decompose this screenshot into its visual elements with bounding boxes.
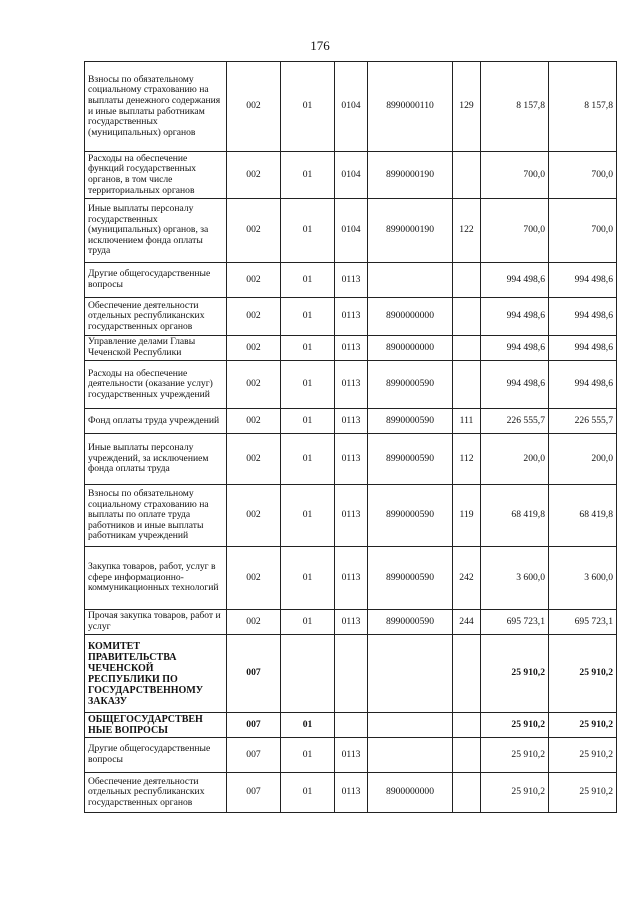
ministry-code-cell: 002 bbox=[227, 62, 281, 152]
amount-cell-1: 25 910,2 bbox=[481, 738, 549, 773]
table-row bbox=[85, 62, 617, 152]
amount-cell-2: 994 498,6 bbox=[549, 361, 617, 409]
target-article-cell: 8990000190 bbox=[368, 199, 453, 263]
ministry-code-cell: 002 bbox=[227, 199, 281, 263]
ministry-code-cell: 002 bbox=[227, 409, 281, 434]
amount-cell-2: 200,0 bbox=[549, 434, 617, 485]
target-article-cell bbox=[368, 263, 453, 298]
amount-cell-2: 3 600,0 bbox=[549, 547, 617, 610]
table-row bbox=[85, 361, 617, 409]
section-cell: 01 bbox=[281, 773, 335, 813]
target-article-cell: 8990000590 bbox=[368, 485, 453, 547]
expense-type-cell: 112 bbox=[453, 434, 481, 485]
subsection-cell: 0104 bbox=[335, 152, 368, 199]
expense-type-cell bbox=[453, 713, 481, 738]
target-article-cell: 8990000190 bbox=[368, 152, 453, 199]
subsection-cell: 0113 bbox=[335, 547, 368, 610]
expense-type-cell: 129 bbox=[453, 62, 481, 152]
target-article-cell: 8900000000 bbox=[368, 298, 453, 336]
subsection-cell: 0113 bbox=[335, 409, 368, 434]
target-article-cell bbox=[368, 635, 453, 713]
ministry-code-cell: 002 bbox=[227, 434, 281, 485]
amount-cell-1: 3 600,0 bbox=[481, 547, 549, 610]
subsection-cell: 0113 bbox=[335, 485, 368, 547]
section-cell: 01 bbox=[281, 336, 335, 361]
ministry-code-cell: 002 bbox=[227, 298, 281, 336]
expense-type-cell bbox=[453, 738, 481, 773]
subsection-cell: 0113 bbox=[335, 263, 368, 298]
row-name-cell: Обеспечение деятельности отдельных республиканских государственных органов bbox=[85, 773, 227, 813]
amount-cell-1: 25 910,2 bbox=[481, 773, 549, 813]
target-article-cell: 8990000110 bbox=[368, 62, 453, 152]
amount-cell-1: 994 498,6 bbox=[481, 298, 549, 336]
expense-type-cell bbox=[453, 773, 481, 813]
amount-cell-2: 994 498,6 bbox=[549, 263, 617, 298]
ministry-code-cell: 002 bbox=[227, 361, 281, 409]
target-article-cell: 8990000590 bbox=[368, 409, 453, 434]
row-name-cell: Расходы на обеспечение функций государственных органов, в том числе территориальных органов bbox=[85, 152, 227, 199]
table-row bbox=[85, 199, 617, 263]
row-name-cell: Закупка товаров, работ, услуг в сфере информационно-коммуникационных технологий bbox=[85, 547, 227, 610]
section-cell: 01 bbox=[281, 361, 335, 409]
amount-cell-1: 994 498,6 bbox=[481, 263, 549, 298]
table-row bbox=[85, 635, 617, 713]
ministry-code-cell: 007 bbox=[227, 738, 281, 773]
amount-cell-1: 200,0 bbox=[481, 434, 549, 485]
amount-cell-1: 994 498,6 bbox=[481, 361, 549, 409]
target-article-cell bbox=[368, 713, 453, 738]
row-name-cell: Взносы по обязательному социальному страхованию на выплаты по оплате труда работников и иные выплаты работникам учреждений bbox=[85, 485, 227, 547]
amount-cell-2: 8 157,8 bbox=[549, 62, 617, 152]
ministry-code-cell: 002 bbox=[227, 263, 281, 298]
table-row bbox=[85, 409, 617, 434]
row-name-cell: Другие общегосударственные вопросы bbox=[85, 263, 227, 298]
expense-type-cell bbox=[453, 336, 481, 361]
expense-type-cell bbox=[453, 635, 481, 713]
table-row bbox=[85, 263, 617, 298]
section-cell: 01 bbox=[281, 62, 335, 152]
subsection-cell bbox=[335, 713, 368, 738]
row-name-cell: Прочая закупка товаров, работ и услуг bbox=[85, 610, 227, 635]
row-name-cell: Обеспечение деятельности отдельных республиканских государственных органов bbox=[85, 298, 227, 336]
expense-type-cell bbox=[453, 361, 481, 409]
target-article-cell: 8900000000 bbox=[368, 773, 453, 813]
amount-cell-1: 25 910,2 bbox=[481, 713, 549, 738]
row-name-cell: Иные выплаты персоналу учреждений, за исключением фонда оплаты труда bbox=[85, 434, 227, 485]
row-name-cell: Иные выплаты персоналу государственных (муниципальных) органов, за исключением фонда оплаты труда bbox=[85, 199, 227, 263]
amount-cell-2: 695 723,1 bbox=[549, 610, 617, 635]
budget-table bbox=[84, 61, 617, 813]
amount-cell-1: 700,0 bbox=[481, 152, 549, 199]
amount-cell-1: 8 157,8 bbox=[481, 62, 549, 152]
subsection-cell: 0113 bbox=[335, 298, 368, 336]
amount-cell-1: 25 910,2 bbox=[481, 635, 549, 713]
amount-cell-2: 994 498,6 bbox=[549, 336, 617, 361]
section-cell: 01 bbox=[281, 485, 335, 547]
subsection-cell: 0113 bbox=[335, 434, 368, 485]
section-cell: 01 bbox=[281, 199, 335, 263]
subsection-cell bbox=[335, 635, 368, 713]
target-article-cell: 8990000590 bbox=[368, 434, 453, 485]
expense-type-cell bbox=[453, 152, 481, 199]
amount-cell-2: 226 555,7 bbox=[549, 409, 617, 434]
table-row bbox=[85, 547, 617, 610]
amount-cell-1: 994 498,6 bbox=[481, 336, 549, 361]
section-cell: 01 bbox=[281, 434, 335, 485]
amount-cell-2: 68 419,8 bbox=[549, 485, 617, 547]
subsection-cell: 0104 bbox=[335, 199, 368, 263]
table-row bbox=[85, 738, 617, 773]
row-name-cell: Расходы на обеспечение деятельности (оказание услуг) государственных учреждений bbox=[85, 361, 227, 409]
amount-cell-2: 700,0 bbox=[549, 199, 617, 263]
expense-type-cell: 122 bbox=[453, 199, 481, 263]
table-row bbox=[85, 713, 617, 738]
subsection-cell: 0113 bbox=[335, 773, 368, 813]
row-name-cell: ОБЩЕГОСУДАРСТВЕН НЫЕ ВОПРОСЫ bbox=[85, 713, 227, 738]
ministry-code-cell: 002 bbox=[227, 336, 281, 361]
target-article-cell bbox=[368, 738, 453, 773]
section-cell: 01 bbox=[281, 263, 335, 298]
section-cell bbox=[281, 635, 335, 713]
ministry-code-cell: 007 bbox=[227, 773, 281, 813]
table-row bbox=[85, 434, 617, 485]
amount-cell-1: 700,0 bbox=[481, 199, 549, 263]
table-row bbox=[85, 773, 617, 813]
subsection-cell: 0104 bbox=[335, 62, 368, 152]
expense-type-cell: 242 bbox=[453, 547, 481, 610]
amount-cell-1: 68 419,8 bbox=[481, 485, 549, 547]
table-row bbox=[85, 336, 617, 361]
subsection-cell: 0113 bbox=[335, 738, 368, 773]
table-row bbox=[85, 152, 617, 199]
section-cell: 01 bbox=[281, 298, 335, 336]
subsection-cell: 0113 bbox=[335, 610, 368, 635]
target-article-cell: 8990000590 bbox=[368, 361, 453, 409]
table-row bbox=[85, 610, 617, 635]
table-body bbox=[85, 62, 617, 813]
page-number: 176 bbox=[310, 38, 330, 53]
section-cell: 01 bbox=[281, 409, 335, 434]
ministry-code-cell: 007 bbox=[227, 635, 281, 713]
expense-type-cell: 119 bbox=[453, 485, 481, 547]
subsection-cell: 0113 bbox=[335, 336, 368, 361]
section-cell: 01 bbox=[281, 738, 335, 773]
ministry-code-cell: 007 bbox=[227, 713, 281, 738]
amount-cell-1: 226 555,7 bbox=[481, 409, 549, 434]
expense-type-cell: 244 bbox=[453, 610, 481, 635]
table-row bbox=[85, 485, 617, 547]
section-cell: 01 bbox=[281, 610, 335, 635]
expense-type-cell: 111 bbox=[453, 409, 481, 434]
expense-type-cell bbox=[453, 263, 481, 298]
row-name-cell: КОМИТЕТ ПРАВИТЕЛЬСТВА ЧЕЧЕНСКОЙ РЕСПУБЛИКИ ПО ГОСУДАРСТВЕННОМУ ЗАКАЗУ bbox=[85, 635, 227, 713]
subsection-cell: 0113 bbox=[335, 361, 368, 409]
amount-cell-2: 994 498,6 bbox=[549, 298, 617, 336]
amount-cell-2: 25 910,2 bbox=[549, 773, 617, 813]
row-name-cell: Другие общегосударственные вопросы bbox=[85, 738, 227, 773]
table-row bbox=[85, 298, 617, 336]
ministry-code-cell: 002 bbox=[227, 610, 281, 635]
row-name-cell: Фонд оплаты труда учреждений bbox=[85, 409, 227, 434]
amount-cell-2: 25 910,2 bbox=[549, 713, 617, 738]
expense-type-cell bbox=[453, 298, 481, 336]
section-cell: 01 bbox=[281, 152, 335, 199]
row-name-cell: Взносы по обязательному социальному страхованию на выплаты денежного содержания и иные выплаты работникам государственных (муниципальных) органов bbox=[85, 62, 227, 152]
row-name-cell: Управление делами Главы Чеченской Республики bbox=[85, 336, 227, 361]
section-cell: 01 bbox=[281, 713, 335, 738]
amount-cell-2: 25 910,2 bbox=[549, 738, 617, 773]
target-article-cell: 8990000590 bbox=[368, 610, 453, 635]
amount-cell-1: 695 723,1 bbox=[481, 610, 549, 635]
target-article-cell: 8990000590 bbox=[368, 547, 453, 610]
target-article-cell: 8900000000 bbox=[368, 336, 453, 361]
amount-cell-2: 700,0 bbox=[549, 152, 617, 199]
ministry-code-cell: 002 bbox=[227, 485, 281, 547]
ministry-code-cell: 002 bbox=[227, 547, 281, 610]
amount-cell-2: 25 910,2 bbox=[549, 635, 617, 713]
ministry-code-cell: 002 bbox=[227, 152, 281, 199]
section-cell: 01 bbox=[281, 547, 335, 610]
